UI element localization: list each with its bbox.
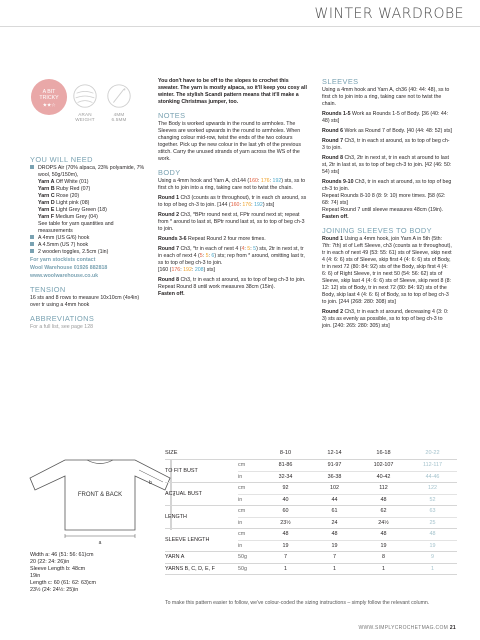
front-back-label: FRONT & BACK [77, 492, 123, 498]
sleeves-round-6: Round 6 Work as Round 7 of Body. [40 (44: 48: 52) sts] [322, 128, 452, 134]
round-7: Round 7 Ch3, *tr in each of next 4 (4: 5: 5) sts, 2tr in next st, tr in each of next 4 (5: 5: 6) sts; rep from * around, omitting last tr, ss to top of beg ch-3 to join. [160 (176: 192: 208) sts] [158, 246, 305, 273]
dim-c-label: c [173, 492, 175, 498]
table-row [238, 495, 457, 506]
value-cell: 63 [429, 508, 436, 515]
yarn-weight-line-2: WEIGHT [75, 117, 95, 122]
material-item: 2 wooden toggles, 2.5cm (1in) [30, 249, 145, 256]
footer [359, 625, 456, 631]
unit-cell: cm [238, 508, 246, 515]
size-col-2: 12-14 [327, 450, 342, 456]
page-number: 21 [449, 625, 456, 631]
value-cell: 52 [429, 496, 436, 503]
value-cell: 102 [330, 485, 339, 492]
value-cell: 40 [282, 496, 289, 503]
bullet-square-icon [30, 235, 34, 239]
value-cell: 44-46 [425, 473, 440, 480]
round-1: Round 1 Ch3 (counts as tr throughout), tr in each ch around, ss to top of beg ch-3 to join. [144 (160: 176: 192) sts] [158, 195, 307, 208]
value-cell: 48 [282, 531, 289, 538]
table-group [165, 460, 457, 483]
body-heading: BODY [158, 168, 181, 177]
value-cell: 81-86 [278, 462, 293, 469]
sleeves-round-8: Round 8 Ch3, 2tr in next st, tr in each st around to last st, 2tr in last st, ss to top of beg ch-3 to join. [42 (46: 50: 54) sts] [322, 155, 452, 175]
skill-badge [30, 78, 68, 116]
hook-line-1: 4MM [113, 112, 125, 117]
table-group [165, 529, 457, 552]
sleeves-rounds-9-10: Rounds 9-10 Ch3, tr in each st around, ss to top of beg ch-3 to join. Repeat Rounds 8-10 8 (8: 9: 10) more times. [58 (62: 68: 74) sts] Repeat Round 7 until sleeve measures 48cm (19in). Fasten off. [322, 179, 452, 220]
sleeves-intro: Using a 4mm hook and Yarn A, ch36 (40: 44: 48), ss to first ch to join into a ring, taking care not to twist the chain. [322, 87, 450, 107]
hook-line-2: 6.5MM [111, 117, 127, 122]
yarn-item: Yarn B Ruby Red (07) [38, 186, 91, 192]
notes-text: The Body is worked upwards in the round to armholes. The Sleeves are worked upwards in the round to armholes. When changing colour mid-row, twist the ends of the two colours together. Pick up the new colour in the last yth of the previous stitch. Carry the unused strands of yarn across the WS of the work. [158, 121, 302, 162]
width-measure: Width a: 46 (51: 56: 61)cm [30, 552, 94, 558]
table-note: To make this pattern easier to follow, we've colour-coded the sizing instructions – simply follow the relevant column. [165, 600, 430, 606]
size-header: SIZE [165, 450, 178, 456]
value-cell: 19 [282, 542, 289, 549]
table-row [238, 460, 457, 472]
skill-line-2: TRICKY [39, 94, 59, 101]
value-cell: 112-117 [423, 462, 442, 469]
yarn-item: Yarn E Light Grey Green (18) [38, 207, 107, 213]
size-col-3: 16-18 [376, 450, 391, 456]
value-cell: 48 [429, 531, 436, 538]
value-cell: 48 [380, 531, 387, 538]
unit-cell: cm [238, 462, 246, 469]
yarn-label: YARN A [165, 554, 185, 561]
group-label: ACTUAL BUST [165, 491, 202, 497]
yarn-item: Yarn F Medium Grey (04) [38, 214, 98, 220]
yarn-item: Yarn C Rose (20) [38, 193, 80, 199]
yarn-label: YARNS B, C, D, E, F [165, 565, 215, 572]
group-label: LENGTH [165, 514, 187, 520]
value-cell: 91-97 [327, 462, 342, 469]
sleeve-measure-in: 19in [30, 573, 41, 579]
intro-text: You don't have to be off to the slopes to crochet this sweater. The yarn is mostly alpaca, so it'll keep you cosy all winter. The stylish Scandi pattern means that it'll make a stonking Christmas jumper, too. [158, 78, 307, 105]
yarn-item: Yarn A Off White (01) [38, 179, 89, 185]
table-row [238, 518, 457, 529]
unit-cell: in [238, 542, 243, 549]
stockists-url[interactable]: www.woolwarehouse.co.uk [30, 273, 99, 279]
table-group [165, 506, 457, 529]
value-cell: 24½ [378, 519, 389, 526]
footer-site[interactable]: WWW.SIMPLYCROCHETMAG.COM [358, 625, 449, 631]
value-cell: 50g [238, 554, 247, 561]
sweater-schematic [25, 450, 175, 550]
value-cell: 24 [331, 519, 338, 526]
value-cell: 112 [379, 485, 388, 492]
length-measure: Length c: 60 (61: 62: 63)cm [30, 580, 96, 586]
value-cell: 50g [238, 565, 247, 572]
value-cell: 19 [331, 542, 338, 549]
tension-text: 16 sts and 8 rows to measure 10x10cm (4x4in) over tr using a 4mm hook [30, 295, 140, 308]
joining-heading: JOINING SLEEVES TO BODY [322, 226, 432, 235]
value-cell: 19 [429, 542, 436, 549]
skill-badge-icon [30, 78, 68, 116]
dim-b-label: b [149, 480, 152, 486]
yarn-note: See table for yarn quantities and measurements [38, 221, 114, 234]
garment-diagram [25, 450, 175, 550]
table-row [238, 472, 457, 483]
value-cell: 122 [428, 485, 437, 492]
unit-cell: cm [238, 531, 246, 538]
value-cell: 48 [380, 496, 387, 503]
round-8: Round 8 Ch3, tr in each st around, ss to top of beg ch-3 to join. Repeat Round 8 until work measures 38cm (15in). Fasten off. [158, 277, 306, 297]
length-measure-in: 23½ (24: 24½: 25)in [30, 587, 79, 593]
header-rule [0, 26, 480, 27]
group-label: SLEEVE LENGTH [165, 537, 210, 543]
value-cell: 7 [333, 554, 336, 561]
rounds-3-6: Rounds 3-6 Repeat Round 2 four more times. [158, 236, 266, 242]
pattern-column-sleeves [322, 78, 452, 333]
tension-heading: TENSION [30, 285, 66, 294]
joining-round-1: Round 1 Using a 4mm hook, join Yarn A in 5th (5th: 7th: 7th) st of Left Sleeve, ch3 (counts as tr throughout), tr in each of next 49 (53: 55: 61) sts of Sleeve, skip next 4 (4: 6: 6) sts of Sleeve, skip first 4 (4: 6: 6) sts of Body, tr in next 72 (80: 84: 92) sts of the Body, skip first 4 (4: 6: 6) of Right Sleeve, tr in next 50 (54: 56: 62) sts of Sleeve, skip last 4 (4: 6: 6) sts of Sleeve, skip next 8 (8: 12: 12) sts of Body, tr in next 72 (80: 84: 92) sts of the Body, skip last 4 (4: 6: 6) of Body, ss to top of beg ch-3 to join. [244 (268: 280: 308) sts] [322, 236, 452, 305]
bullet-square-icon [30, 249, 34, 253]
value-cell: 92 [282, 485, 289, 492]
difficulty-badges [30, 78, 140, 124]
dim-a-label: a [98, 540, 102, 546]
notes-heading: NOTES [158, 111, 186, 120]
value-cell: 19 [380, 542, 387, 549]
yarn-weight-badge [71, 82, 99, 110]
yarn-quantity-row [165, 552, 457, 564]
value-cell: 62 [380, 508, 387, 515]
round-2: Round 2 Ch3, *BPtr round next st, FPtr round next st; repeat from * around to last st, BPtr round last st, ss to top of beg ch-3 to join. [158, 212, 305, 232]
value-cell: 8 [382, 554, 385, 561]
abbreviations-text: For a full list, see page 128 [30, 324, 94, 330]
table-row [238, 529, 457, 541]
unit-cell: in [238, 519, 243, 526]
stockists-phone: Wool Warehouse 01926 882818 [30, 265, 108, 271]
unit-cell: in [238, 473, 243, 480]
pattern-column-body [158, 78, 308, 301]
materials-column [30, 156, 145, 334]
size-table [165, 447, 457, 575]
value-cell: 48 [331, 531, 338, 538]
value-cell: 1 [431, 565, 434, 572]
hook-icon [105, 82, 133, 110]
table-row [238, 483, 457, 495]
size-col-1: 8-10 [279, 450, 292, 456]
sleeves-rounds-1-5: Rounds 1-5 Work as Rounds 1-5 of Body. [36 (40: 44: 48) sts] [322, 111, 449, 124]
you-will-need-heading: YOU WILL NEED [30, 155, 93, 164]
yarn-weight-line-1: ARAN [78, 112, 92, 117]
sleeves-round-7: Round 7 Ch3, tr in each st around, ss to top of beg ch-3 to join. [322, 138, 450, 151]
value-cell: 7 [284, 554, 287, 561]
yarn-quantity-row [165, 564, 457, 576]
yarn-item: Yarn D Light pink (08) [38, 200, 90, 206]
abbreviations-heading: ABBREVIATIONS [30, 314, 95, 323]
bullet-square-icon [30, 242, 34, 246]
unit-cell: in [238, 496, 243, 503]
value-cell: 102-107 [373, 462, 394, 469]
table-header-row [165, 447, 457, 460]
table-group [165, 483, 457, 506]
value-cell: 1 [284, 565, 287, 572]
section-title: WINTER WARDROBE [314, 6, 464, 22]
bullet-square-icon [30, 165, 34, 169]
yarn-ball-icon [71, 82, 99, 110]
sleeves-heading: SLEEVES [322, 77, 359, 86]
value-cell: 61 [331, 508, 338, 515]
value-cell: 23½ [280, 519, 291, 526]
yarn-list [30, 179, 145, 235]
sleeve-measure: Sleeve Length b: 48cm [30, 566, 86, 572]
value-cell: 36-38 [327, 473, 342, 480]
yarn-intro: DROPS Air (70% alpaca, 23% polyamide, 7% wool, 50g/150m), [30, 165, 145, 179]
size-col-4: 20-22 [425, 450, 440, 456]
diagram-measurements [30, 552, 160, 594]
unit-cell: cm [238, 485, 246, 492]
table-row [238, 541, 457, 552]
width-measure-in: 20 (22: 24: 26)in [30, 559, 70, 565]
value-cell: 40-42 [376, 473, 391, 480]
value-cell: 1 [333, 565, 336, 572]
joining-round-2: Round 2 Ch3, tr in each st around, decreasing 4 (3: 0: 3) sts as evenly as possible, ss to top of beg ch-3 to join. [240: 265: 280: 305) sts] [322, 309, 449, 329]
body-intro: Using a 4mm hook and Yarn A, ch144 (160: 176: 192) sts, ss to first ch to join into a ring, taking care not to twist the chain. [158, 178, 306, 191]
table-row [238, 506, 457, 518]
value-cell: 25 [429, 519, 436, 526]
material-item: A 4.5mm (US 7) hook [30, 242, 145, 249]
stockists-heading: For yarn stockists contact [30, 257, 96, 263]
material-item: A 4mm (US G/6) hook [30, 235, 145, 242]
value-cell: 1 [382, 565, 385, 572]
value-cell: 9 [431, 554, 434, 561]
stars-icon: ★★☆ [42, 103, 56, 109]
value-cell: 32-34 [278, 473, 293, 480]
value-cell: 44 [331, 496, 338, 503]
hook-badge [105, 82, 133, 110]
value-cell: 60 [282, 508, 289, 515]
skill-line-1: A BIT [42, 89, 56, 96]
group-label: TO FIT BUST [165, 468, 198, 474]
